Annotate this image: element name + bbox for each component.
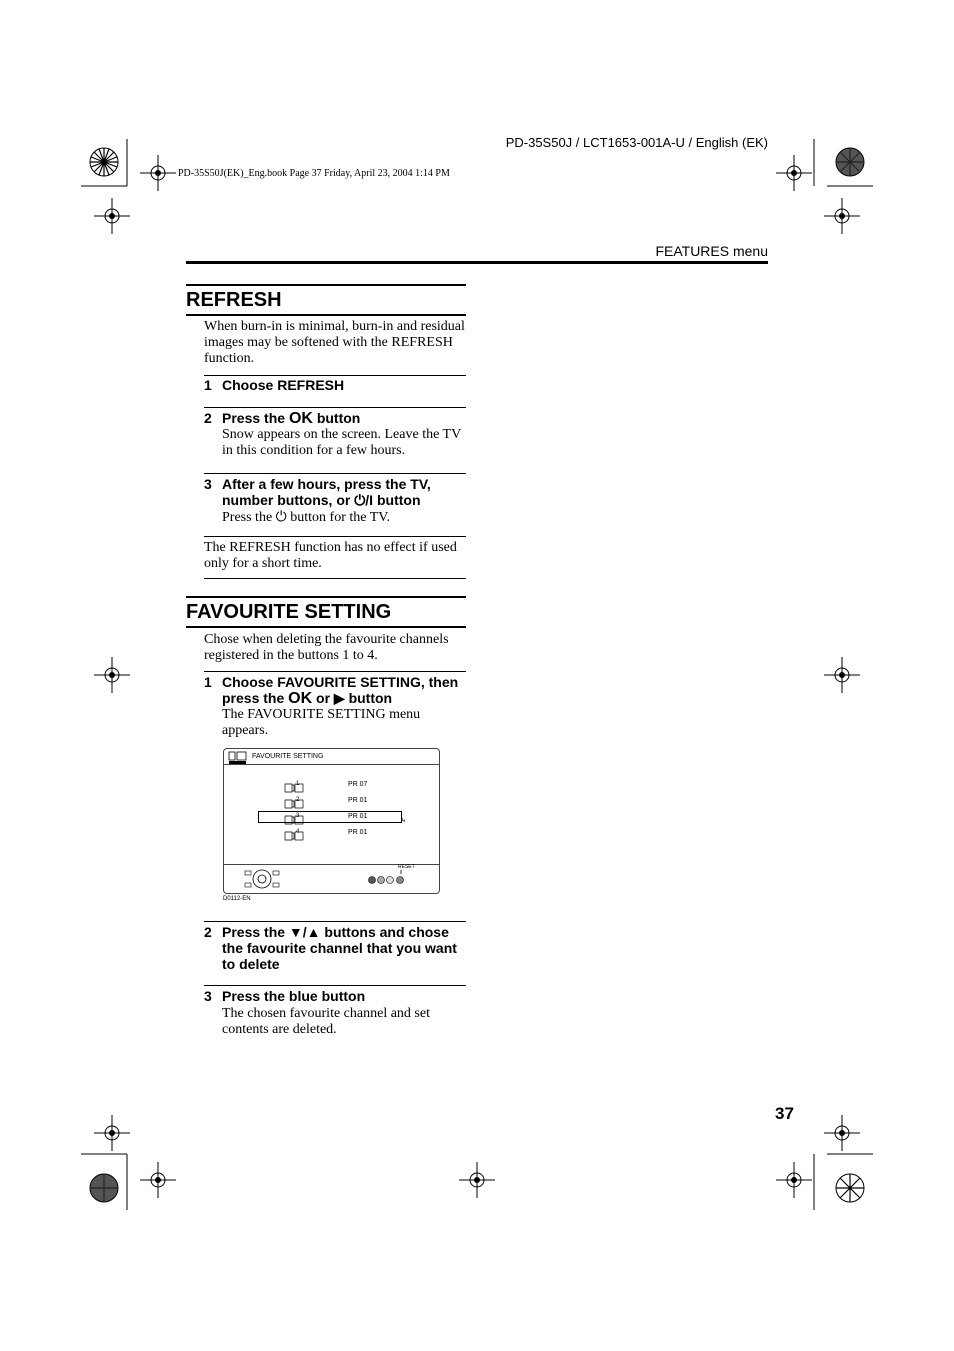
ok-symbol: OK	[288, 690, 313, 707]
crosshair-icon	[776, 155, 812, 191]
section-title-refresh: REFRESH	[186, 289, 282, 311]
step-title-press-ok: Press the OK button	[222, 410, 361, 427]
section-rule-top	[186, 596, 466, 598]
reset-label: RESET	[398, 864, 415, 870]
model-line: PD-35S50J / LCT1653-001A-U / English (EK)	[505, 135, 768, 150]
step-divider	[204, 473, 466, 474]
crosshair-icon	[459, 1162, 495, 1198]
header-rule	[186, 261, 768, 264]
registration-mark-icon	[810, 1150, 890, 1230]
navigation-pad-icon	[244, 868, 280, 890]
step-body: The chosen favourite channel and set contents are deleted.	[222, 1006, 430, 1037]
menu-icon	[228, 751, 248, 765]
section-rule-bottom	[186, 314, 466, 316]
step-divider	[204, 921, 466, 922]
color-buttons-icon	[366, 870, 408, 884]
crosshair-icon	[94, 657, 130, 693]
illustration-code: D0112-EN	[223, 896, 251, 902]
registration-mark-icon	[64, 122, 144, 202]
book-info: PD-35S50J(EK)_Eng.book Page 37 Friday, April 23, 2004 1:14 PM	[178, 168, 450, 179]
crosshair-icon	[824, 1115, 860, 1151]
step-divider	[204, 375, 466, 376]
section-title-favourite: FAVOURITE SETTING	[186, 601, 392, 623]
favourite-channel-value[interactable]: PR 01	[348, 829, 368, 836]
step-number: 3	[204, 988, 212, 1004]
favourite-channel-value[interactable]: PR 01	[348, 813, 368, 820]
section-rule-top	[186, 284, 466, 286]
step-title-choose-favourite: Choose FAVOURITE SETTING, then press the OK or ▶ button	[222, 674, 459, 707]
section-label: FEATURES menu	[655, 243, 768, 259]
step-divider	[204, 985, 466, 986]
ok-symbol: OK	[288, 410, 313, 427]
favourite-intro: Chose when deleting the favourite channels registered in the buttons 1 to 4.	[204, 632, 449, 663]
step-number: 2	[204, 410, 212, 426]
favourite-slot-number: 4	[296, 829, 300, 835]
crosshair-icon	[140, 155, 176, 191]
refresh-intro: When burn-in is minimal, burn-in and residual images may be softened with the REFRESH function.	[204, 319, 465, 366]
step-title-after-hours: After a few hours, press the TV, number buttons, or ⏻/I button	[222, 476, 431, 508]
step-number: 2	[204, 924, 212, 940]
favourite-slot-icon	[284, 780, 304, 790]
crosshair-icon	[140, 1162, 176, 1198]
favourite-slot-number: 2	[296, 797, 300, 803]
cursor-icon: ↳	[401, 818, 407, 824]
crosshair-icon	[94, 1115, 130, 1151]
step-body: The FAVOURITE SETTING menu appears.	[222, 707, 421, 738]
page-number: 37	[775, 1104, 794, 1123]
favourite-setting-menu	[223, 748, 440, 894]
favourite-channel-value[interactable]: PR 01	[348, 797, 368, 804]
crosshair-icon	[824, 198, 860, 234]
favourite-slot-number: 3	[296, 813, 300, 819]
step-number: 1	[204, 377, 212, 393]
menu-title: FAVOURITE SETTING	[252, 753, 324, 760]
step-divider	[204, 407, 466, 408]
menu-selection-highlight	[258, 811, 402, 823]
step-divider	[204, 536, 466, 537]
step-title-press-blue: Press the blue button	[222, 988, 366, 1004]
step-number: 1	[204, 674, 212, 690]
section-rule-bottom	[186, 626, 466, 628]
step-body: Press the ⏻ button for the TV.	[222, 510, 391, 525]
favourite-channel-value[interactable]: PR 07	[348, 781, 368, 788]
step-number: 3	[204, 476, 212, 492]
power-icon: ⏻	[275, 510, 287, 525]
favourite-slot-icon	[284, 812, 304, 822]
registration-mark-icon	[64, 1150, 144, 1230]
power-icon: ⏻	[354, 492, 366, 508]
crosshair-icon	[94, 198, 130, 234]
crosshair-icon	[776, 1162, 812, 1198]
step-title-press-arrows: Press the ▼/▲ buttons and chose the favourite channel that you want to delete	[222, 924, 457, 972]
step-divider	[204, 578, 466, 579]
favourite-slot-number: 1	[296, 781, 300, 787]
refresh-note: The REFRESH function has no effect if used only for a short time.	[204, 540, 457, 571]
step-divider	[204, 671, 466, 672]
favourite-slot-icon	[284, 796, 304, 806]
registration-mark-icon	[810, 122, 890, 202]
step-body: Snow appears on the screen. Leave the TV in this condition for a few hours.	[222, 427, 461, 458]
favourite-slot-icon	[284, 828, 304, 838]
menu-divider	[224, 764, 439, 765]
crosshair-icon	[824, 657, 860, 693]
step-title-choose-refresh: Choose REFRESH	[222, 377, 345, 393]
